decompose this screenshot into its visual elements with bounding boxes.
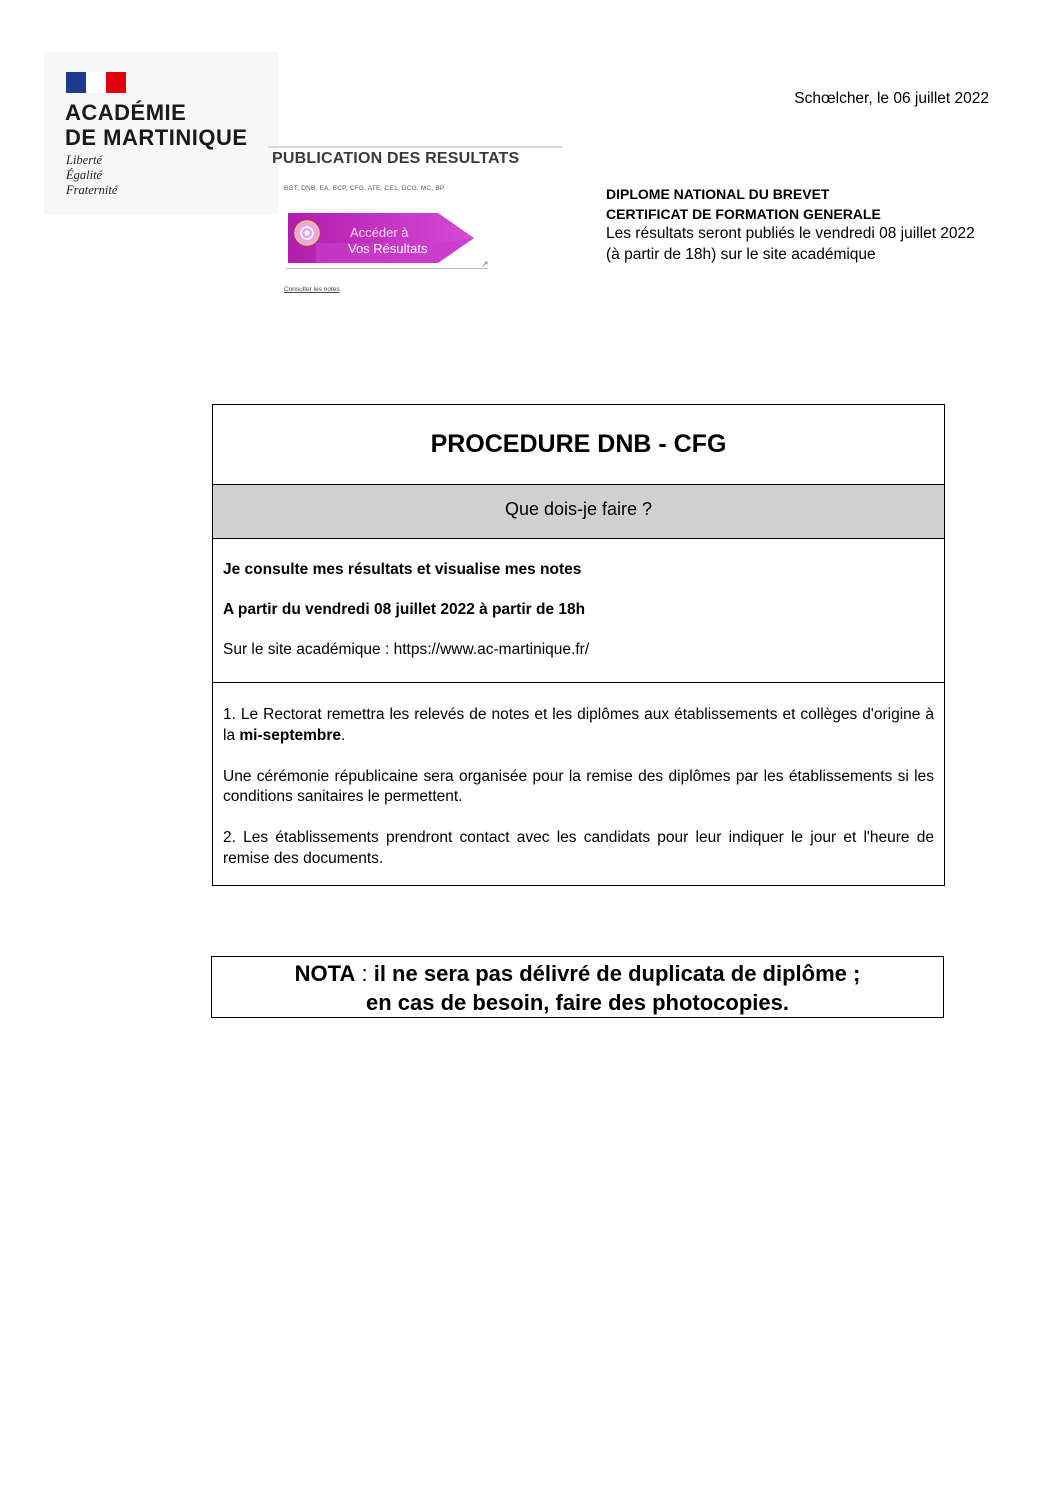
access-results-line2: Vos Résultats: [348, 241, 428, 256]
detail-rectorat: [223, 705, 934, 746]
publication-exams: BGT, DNB, EA, BCP, CFG, ATE, CE1, DCG, MC, BP: [284, 185, 445, 192]
procedure-subtitle-row: [213, 485, 944, 539]
logo-name-line2: DE MARTINIQUE: [65, 125, 248, 150]
nota-line2: en cas de besoin, faire des photocopies.: [365, 990, 789, 1015]
consult-results: Je consulte mes résultats et visualise mes notes: [223, 561, 582, 578]
motto-fraternite: Fraternité: [66, 183, 118, 197]
external-link-icon: ↗: [481, 259, 489, 269]
procedure-subtitle: Que dois-je faire ?: [504, 499, 653, 519]
motto-egalite: Égalité: [66, 168, 103, 182]
consult-site: Sur le site académique : https://www.ac-martinique.fr/: [223, 641, 590, 658]
procedure-title-row: [213, 405, 944, 485]
publication-title: PUBLICATION DES RESULTATS: [272, 150, 520, 167]
procedure-title: PROCEDURE DNB - CFG: [430, 430, 727, 458]
access-results-button[interactable]: [288, 213, 474, 263]
nota-sep: :: [355, 961, 374, 986]
nota-label: NOTA: [294, 961, 356, 986]
logo-motto: [66, 153, 117, 198]
nota-text1: il ne sera pas délivré de duplicata de diplôme ;: [373, 961, 861, 986]
logo-name: [65, 100, 248, 150]
results-info: [606, 185, 986, 265]
nota-line1: [212, 959, 943, 988]
academie-logo: [44, 52, 278, 214]
detail-ceremonie: Une cérémonie républicaine sera organisée pour la remise des diplômes par les établissements si les conditions sanitaires le permettent.: [223, 767, 934, 805]
detail-rectorat-end: .: [341, 726, 346, 744]
publication-banner: [268, 146, 562, 298]
procedure-table: [212, 404, 945, 886]
motto-liberte: Liberté: [66, 153, 103, 167]
publication-top-rule: [268, 146, 562, 148]
publication-divider: [286, 268, 488, 269]
nota-box: [211, 956, 944, 1018]
flag-blue-band: [66, 72, 86, 93]
procedure-details-row: [213, 683, 944, 885]
info-cfg: CERTIFICAT DE FORMATION GENERALE: [606, 205, 881, 222]
consult-date: A partir du vendredi 08 juillet 2022 à partir de 18h: [223, 601, 586, 618]
info-dnb: DIPLOME NATIONAL DU BREVET: [606, 186, 830, 202]
detail-etablissements: 2. Les établissements prendront contact avec les candidats pour leur indiquer le jour et l'heure de remise des documents.: [223, 829, 934, 867]
logo-name-line1: ACADÉMIE: [65, 100, 187, 125]
procedure-consult-row: [213, 539, 944, 683]
marianne-flag-icon: [66, 72, 126, 93]
flag-red-band: [106, 72, 126, 93]
detail-rectorat-date: mi-septembre: [239, 726, 342, 744]
view-grades-link[interactable]: Consulter les notes: [284, 286, 340, 293]
detail-rectorat-text: 1. Le Rectorat remettra les relevés de notes et les diplômes aux établissements et collèges d'origine à la: [223, 706, 934, 744]
info-publication: Les résultats seront publiés le vendredi 08 juillet 2022 (à partir de 18h) sur le site académique: [606, 225, 975, 263]
access-results-line1: Accéder à: [350, 225, 409, 240]
flag-white-band: [86, 72, 106, 93]
document-date: Schœlcher, le 06 juillet 2022: [794, 90, 989, 107]
